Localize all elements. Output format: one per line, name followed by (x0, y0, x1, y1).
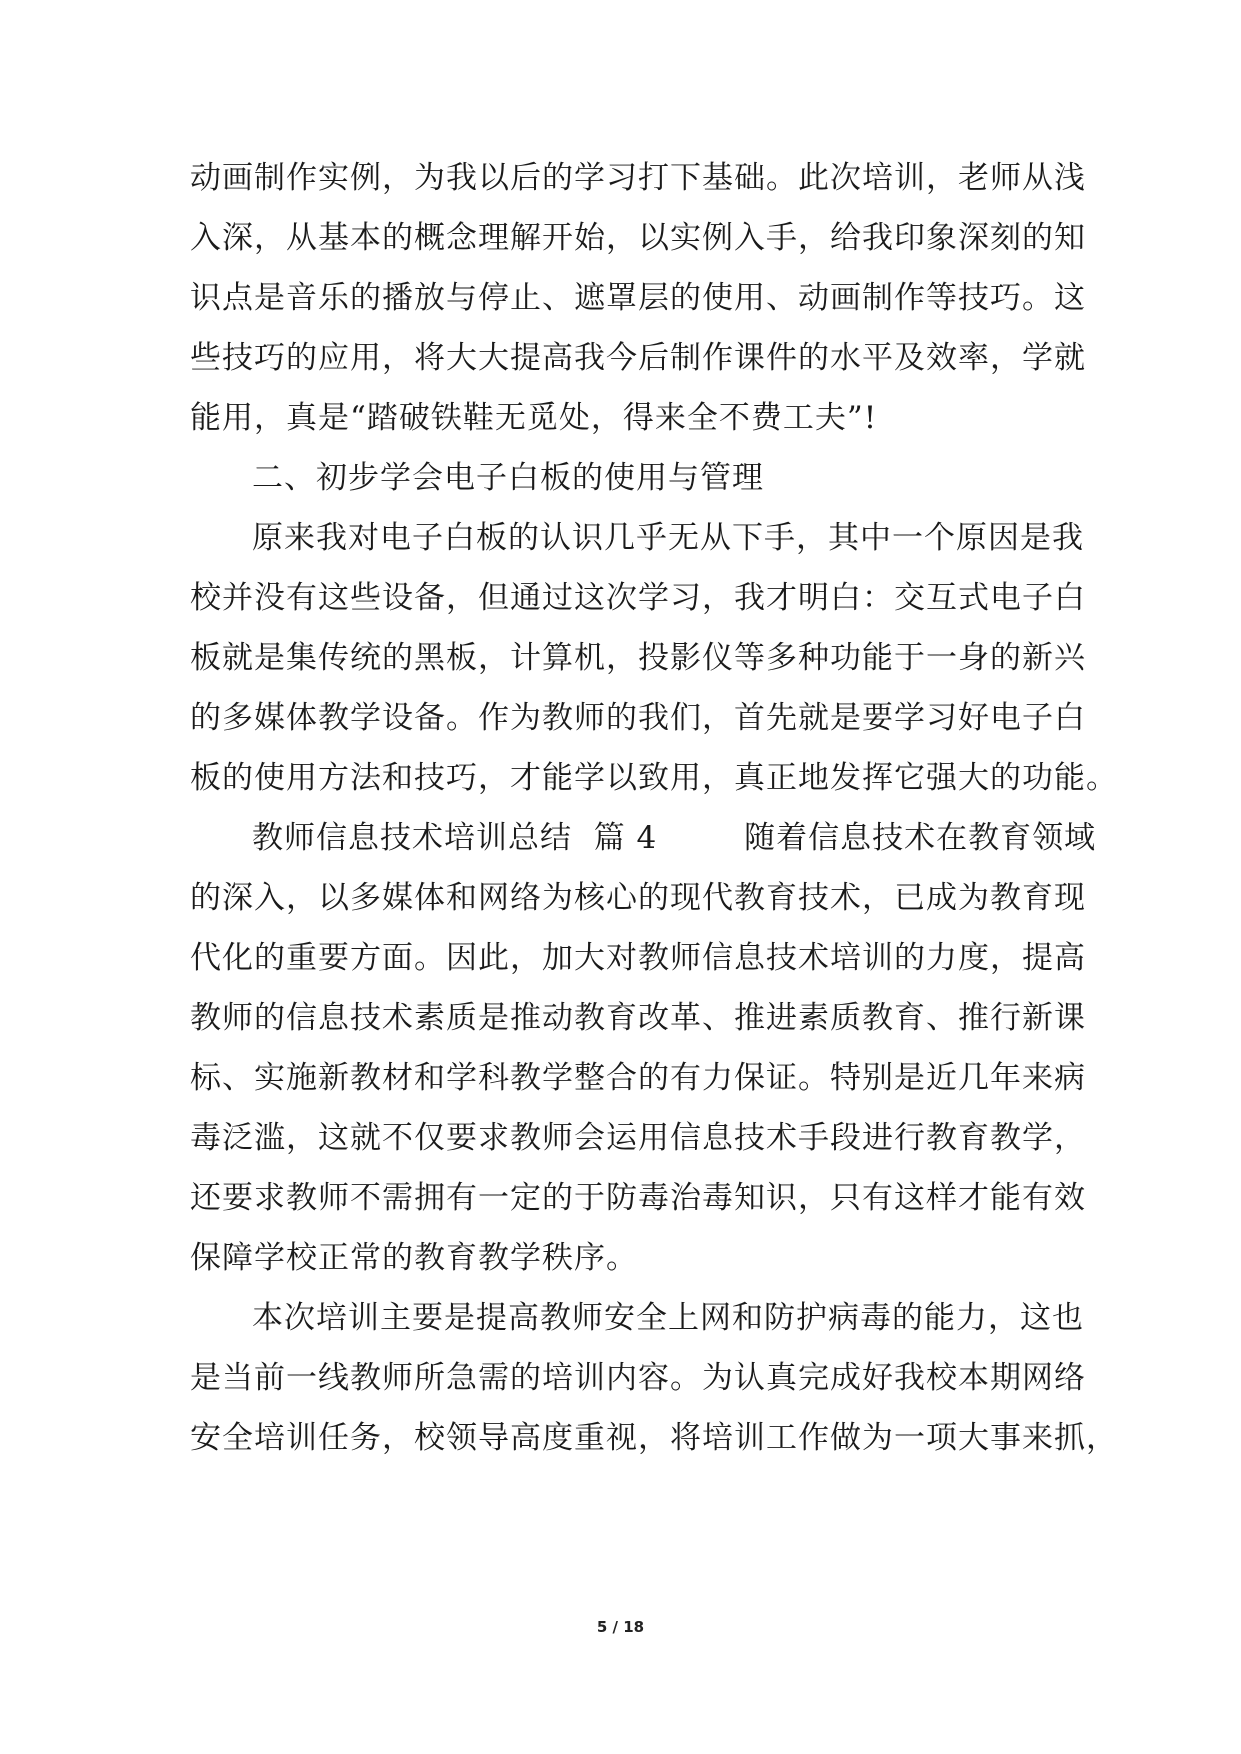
body-text-line: 教师的信息技术素质是推动教育改革、推进素质教育、推行新课 (190, 1000, 1086, 1036)
body-text-line: 还要求教师不需拥有一定的于防毒治毒知识，只有这样才能有效 (190, 1180, 1086, 1216)
body-text-line: 标、实施新教材和学科教学整合的有力保证。特别是近几年来病 (190, 1060, 1086, 1096)
body-text-line: 毒泛滥，这就不仅要求教师会运用信息技术手段进行教育教学， (190, 1120, 1086, 1156)
body-text-line: 板的使用方法和技巧，才能学以致用，真正地发挥它强大的功能。 (190, 760, 1118, 796)
paragraph-first-line: 原来我对电子白板的认识几乎无从下手，其中一个原因是我 (252, 520, 1084, 556)
body-text-line: 的深入，以多媒体和网络为核心的现代教育技术，已成为教育现 (190, 880, 1086, 916)
page-number: 5 / 18 (596, 1618, 645, 1636)
body-text-line: 板就是集传统的黑板，计算机，投影仪等多种功能于一身的新兴 (190, 640, 1086, 676)
section-heading: 二、初步学会电子白板的使用与管理 (252, 460, 764, 496)
body-text-line: 安全培训任务，校领导高度重视，将培训工作做为一项大事来抓， (190, 1420, 1118, 1456)
body-text-line: 保障学校正常的教育教学秩序。 (190, 1240, 638, 1276)
body-text-line: 入深，从基本的概念理解开始，以实例入手，给我印象深刻的知 (190, 220, 1086, 256)
body-text-line: 识点是音乐的播放与停止、遮罩层的使用、动画制作等技巧。这 (190, 280, 1086, 316)
paragraph-first-line: 本次培训主要是提高教师安全上网和防护病毒的能力，这也 (252, 1300, 1084, 1336)
body-text-line: 动画制作实例，为我以后的学习打下基础。此次培训，老师从浅 (190, 160, 1086, 196)
body-text-line: 的多媒体教学设备。作为教师的我们，首先就是要学习好电子白 (190, 700, 1086, 736)
body-text-line: 校并没有这些设备，但通过这次学习，我才明白：交互式电子白 (190, 580, 1086, 616)
body-text-line: 能用，真是“踏破铁鞋无觅处，得来全不费工夫”! (190, 400, 878, 436)
article-title-line: 教师信息技术培训总结 篇 4 随着信息技术在教育领域 (252, 820, 1097, 856)
body-text-line: 些技巧的应用，将大大提高我今后制作课件的水平及效率，学就 (190, 340, 1086, 376)
body-text-line: 代化的重要方面。因此，加大对教师信息技术培训的力度，提高 (190, 940, 1086, 976)
body-text-line: 是当前一线教师所急需的培训内容。为认真完成好我校本期网络 (190, 1360, 1086, 1396)
